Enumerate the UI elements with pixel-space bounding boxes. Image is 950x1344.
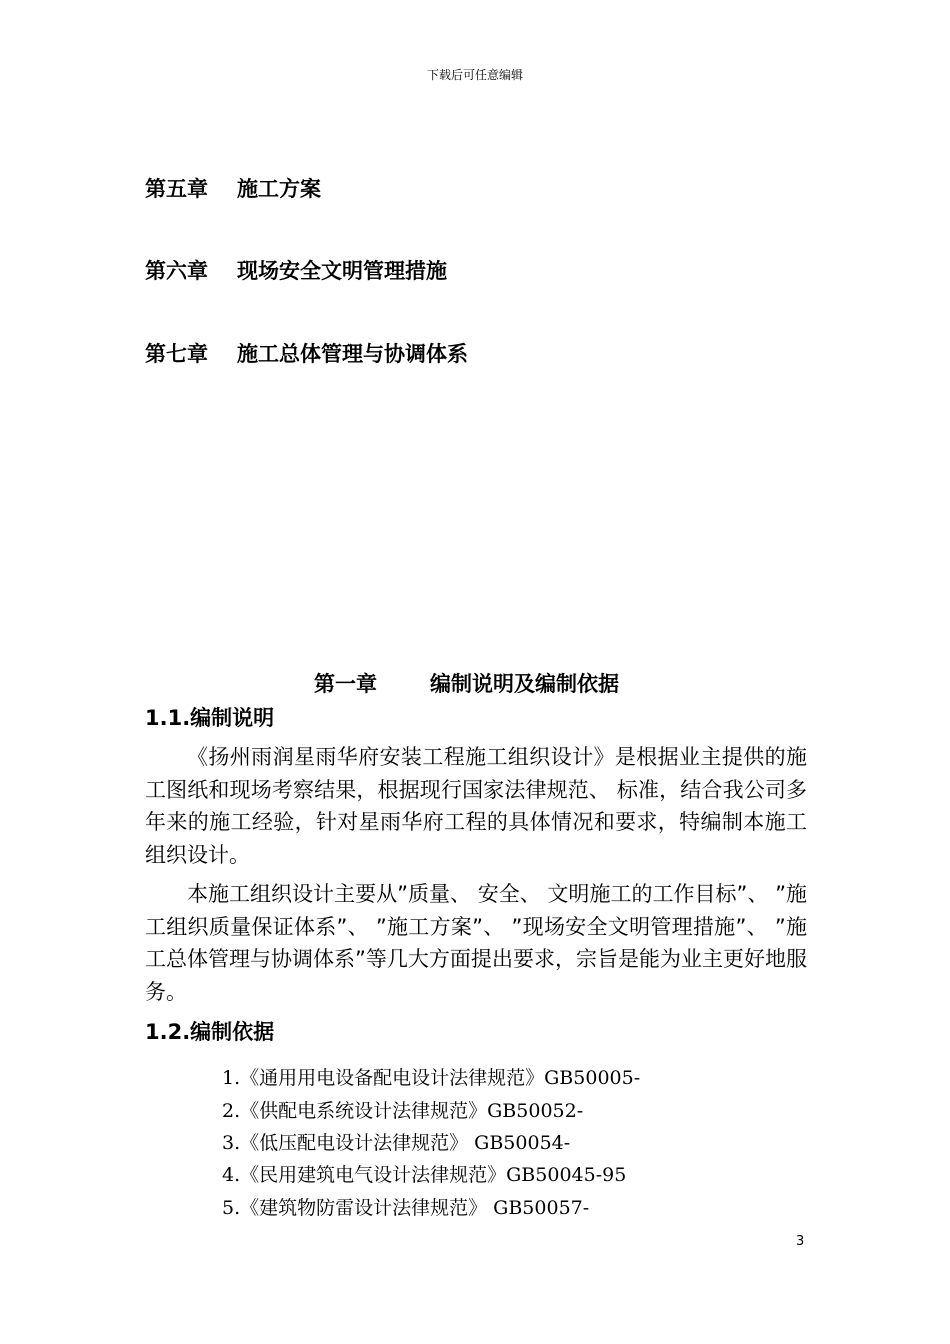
paragraph-2: 本施工组织设计主要从”质量、 安全、 文明施工的工作目标”、 ”施工组织质量保证体系”、 ”施工方案”、 ”现场安全文明管理措施”、 ”施工总体管理与协调体系”等几大方面提出要求，宗旨是能为业主更好地服务。 xyxy=(145,882,807,1004)
toc-item-title: 施工方案 xyxy=(237,177,321,201)
toc-item-chapter-5 xyxy=(145,173,321,203)
toc-item-number: 第五章 xyxy=(145,177,208,201)
toc-item-title: 现场安全文明管理措施 xyxy=(237,259,447,283)
toc-item-number: 第六章 xyxy=(145,259,208,283)
chapter-title: 编制说明及编制依据 xyxy=(430,672,619,696)
page-header: 下载后可任意编辑 xyxy=(426,68,523,82)
reference-item-3: 3.《低压配电设计法律规范》 GB50054- xyxy=(222,1132,571,1154)
toc-item-chapter-6 xyxy=(145,255,447,285)
section-heading-1-2: 1.2.编制依据 xyxy=(145,1020,275,1044)
chapter-number: 第一章 xyxy=(314,672,377,696)
toc-item-number: 第七章 xyxy=(145,342,208,366)
reference-item-1: 1.《通用用电设备配电设计法律规范》GB50005- xyxy=(222,1067,641,1089)
toc-item-chapter-7 xyxy=(145,338,468,368)
reference-item-5: 5.《建筑物防雷设计法律规范》 GB50057- xyxy=(222,1197,590,1219)
reference-item-2: 2.《供配电系统设计法律规范》GB50052- xyxy=(222,1100,584,1122)
toc-item-title: 施工总体管理与协调体系 xyxy=(237,342,468,366)
chapter-heading xyxy=(314,668,619,698)
paragraph-1: 《扬州雨润星雨华府安装工程施工组织设计》是根据业主提供的施工图纸和现场考察结果，根据现行国家法律规范、 标准，结合我公司多年来的施工经验，针对星雨华府工程的具体情况和要求，特编制本施工组织设计。 xyxy=(145,745,807,867)
section-heading-1-1: 1.1.编制说明 xyxy=(145,706,275,730)
reference-item-4: 4.《民用建筑电气设计法律规范》GB50045-95 xyxy=(222,1164,627,1186)
page-number: 3 xyxy=(796,1234,805,1249)
